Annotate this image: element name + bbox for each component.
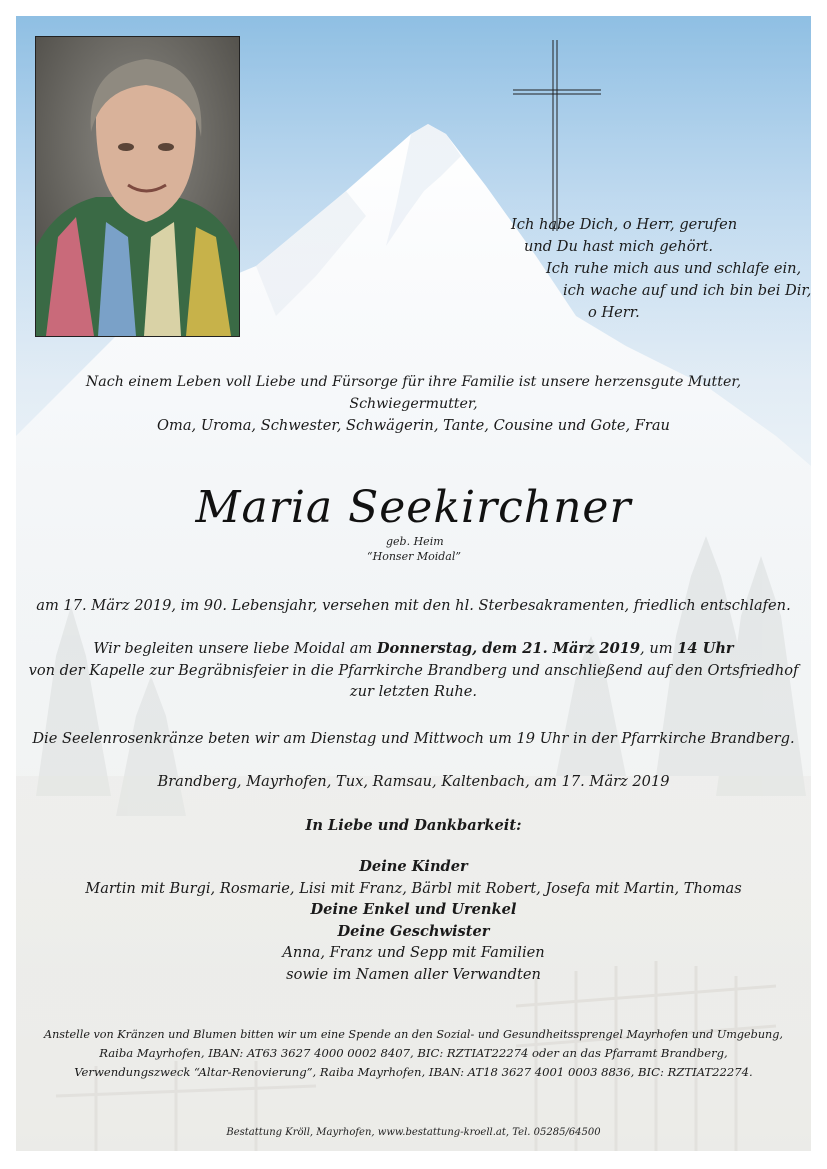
birth-name: geb. Heim [386, 535, 444, 548]
grandchildren-heading-text: Deine Enkel und Urenkel [310, 901, 517, 918]
grandchildren-heading [28, 899, 799, 921]
psalm-line: Ich ruhe mich aus und schlafe ein, [546, 260, 802, 277]
intro-line-1: Nach einem Leben voll Liebe und Fürsorge für ihre Familie ist unsere herzensgute Mutter, Schwiegermutter, [85, 374, 742, 412]
siblings-names: Anna, Franz und Sepp mit Familien [282, 944, 545, 961]
children-heading [28, 856, 799, 878]
mourners-list [28, 856, 799, 985]
funeral-line-1 [28, 638, 799, 660]
donation-line-3: Verwendungszweck “Altar-Renovierung”, Raiba Mayrhofen, IBAN: AT18 3627 4001 0003 8836, BIC: RZTIAT22274. [74, 1064, 753, 1079]
funeral-line-2: von der Kapelle zur Begräbnisfeier in die Pfarrkirche Brandberg und anschließend auf den Ortsfriedhof [28, 661, 799, 679]
place-date: Brandberg, Mayrhofen, Tux, Ramsau, Kaltenbach, am 17. März 2019 [157, 773, 670, 790]
relatives-line: sowie im Namen aller Verwandten [286, 965, 541, 983]
intro-text [28, 372, 799, 437]
children-heading-text: Deine Kinder [359, 858, 468, 875]
cross-icon [511, 38, 603, 233]
rosary-info: Die Seelenrosenkränze beten wir am Dienstag und Mittwoch um 19 Uhr in der Pfarrkirche Brandberg. [32, 730, 795, 747]
donation-request [20, 1026, 807, 1081]
funeral-line-3: zur letzten Ruhe. [349, 683, 478, 700]
siblings-heading-text: Deine Geschwister [337, 922, 490, 940]
mourners-heading [28, 815, 799, 837]
mourners-heading-text: In Liebe und Dankbarkeit: [305, 817, 522, 834]
siblings-heading [28, 921, 799, 943]
donation-line-1: Anstelle von Kränzen und Blumen bitten wir um eine Spende an den Sozial- und Gesundheitssprengel Mayrhofen und Umgebung, [44, 1028, 783, 1041]
funeral-text-1: Wir begleiten unsere liebe Moidal am [93, 640, 377, 657]
psalm-line: Ich habe Dich, o Herr, gerufen [511, 216, 738, 233]
funeral-home-footer: Bestattung Kröll, Mayrhofen, www.bestattung-kroell.at, Tel. 05285/64500 [226, 1127, 601, 1138]
psalm-line: und Du hast mich gehört. [524, 238, 713, 255]
psalm-line: ich wache auf und ich bin bei Dir, [563, 282, 812, 299]
funeral-date: Donnerstag, dem 21. März 2019 [376, 640, 641, 657]
funeral-text-2: , um [640, 640, 678, 657]
death-notice: am 17. März 2019, im 90. Lebensjahr, versehen mit den hl. Sterbesakramenten, friedlich entschlafen. [36, 597, 791, 614]
children-names: Martin mit Burgi, Rosmarie, Lisi mit Franz, Bärbl mit Robert, Josefa mit Martin, Thomas [85, 879, 742, 897]
funeral-time: 14 Uhr [677, 640, 734, 657]
intro-line-2: Oma, Uroma, Schwester, Schwägerin, Tante, Cousine und Gote, Frau [157, 417, 670, 434]
birth-info [367, 534, 461, 564]
nickname: “Honser Moidal” [367, 550, 461, 563]
psalm-verse [0, 214, 812, 324]
funeral-info [28, 638, 799, 703]
donation-line-2: Raiba Mayrhofen, IBAN: AT63 3627 4000 0002 8407, BIC: RZTIAT22274 oder an das Pfarramt Brandberg, [99, 1046, 728, 1061]
deceased-name: Maria Seekirchner [195, 482, 632, 533]
psalm-line: o Herr. [588, 304, 640, 321]
